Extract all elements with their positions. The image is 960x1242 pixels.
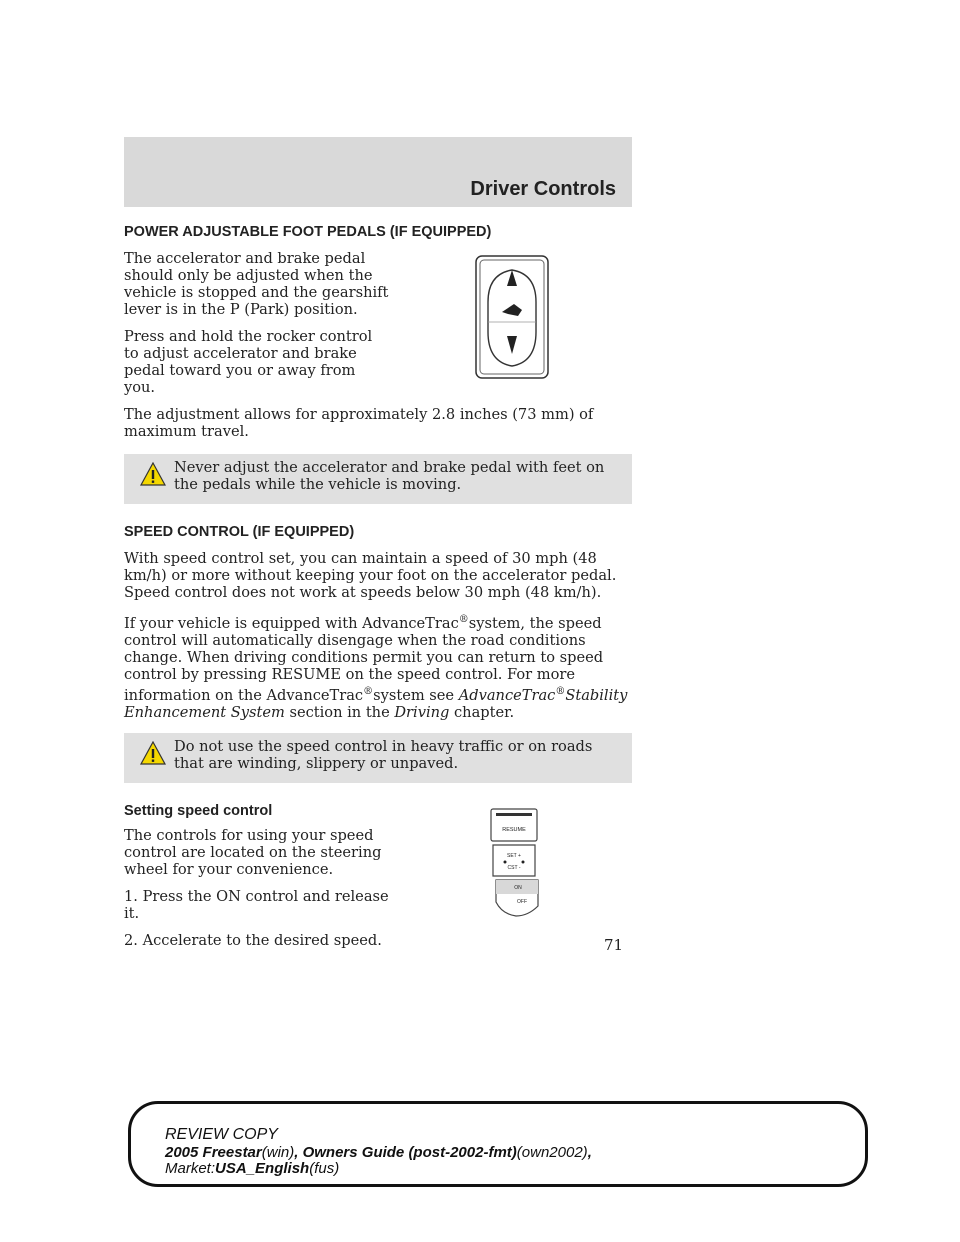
step-2: 2. Accelerate to the desired speed.: [124, 931, 382, 949]
setting-speed-heading: Setting speed control: [124, 802, 273, 819]
pedal-rocker-switch-figure: [474, 254, 550, 380]
page-content: [124, 224, 632, 959]
pedals-paragraph-3: The adjustment allows for approximately 2.8 inches (73 mm) of maximum travel.: [124, 406, 594, 440]
footer-market-line: Market:USA_English(fus): [165, 1160, 340, 1177]
step-1: 1. Press the ON control and release it.: [124, 887, 389, 922]
speed-paragraph-3: The controls for using your speed control are located on the steering wheel for your convenience.: [124, 826, 382, 878]
speed-warning: [124, 733, 632, 783]
speed-warning-text: Do not use the speed control in heavy traffic or on roads that are winding, slippery or unpaved.: [174, 737, 593, 772]
speed-heading: SPEED CONTROL (IF EQUIPPED): [124, 524, 355, 540]
off-label: OFF: [517, 899, 527, 905]
cst-label: CST -: [507, 865, 521, 871]
on-label: ON: [514, 885, 522, 891]
warning-triangle-icon: [140, 462, 166, 486]
page-number: 71: [604, 936, 624, 954]
set-label: SET +: [507, 853, 521, 859]
pedals-warning-text: Never adjust the accelerator and brake pedal with feet on the pedals while the vehicle is moving.: [174, 459, 605, 493]
review-copy-footer: [128, 1101, 868, 1187]
pedals-heading: POWER ADJUSTABLE FOOT PEDALS (IF EQUIPPED): [124, 224, 492, 240]
speed-paragraph-1: With speed control set, you can maintain a speed of 30 mph (48 km/h) or more without keeping your foot on the accelerator pedal. Speed control does not work at speeds below 30 mph (48 km/h).: [124, 550, 617, 601]
speed-control-buttons-figure: [488, 806, 544, 918]
pedals-paragraph-1: The accelerator and brake pedal should only be adjusted when the vehicle is stopped and the gearshift lever is in the P (Park) position.: [124, 250, 389, 318]
resume-label: RESUME: [502, 827, 526, 833]
pedals-paragraph-2: Press and hold the rocker control to adjust accelerator and brake pedal toward you or away from you.: [124, 328, 373, 396]
speed-paragraph-2: If your vehicle is equipped with AdvanceTrac®system, the speed control will automatically disengage when the road conditions change. When driving conditions permit you can return to speed control by pressing RESUME on the speed control. For more information on the AdvanceTrac®system see AdvanceTrac®Stability Enhancement System section in the Driving chapter.: [124, 614, 628, 721]
warning-triangle-icon: [140, 741, 166, 765]
section-title: Driver Controls: [470, 178, 616, 200]
footer-review-copy: REVIEW COPY: [165, 1126, 278, 1143]
footer-model-line: 2005 Freestar(win), Owners Guide (post-2002-fmt)(own2002),: [165, 1144, 592, 1161]
header-band: [124, 137, 632, 207]
pedals-warning: [124, 454, 632, 504]
